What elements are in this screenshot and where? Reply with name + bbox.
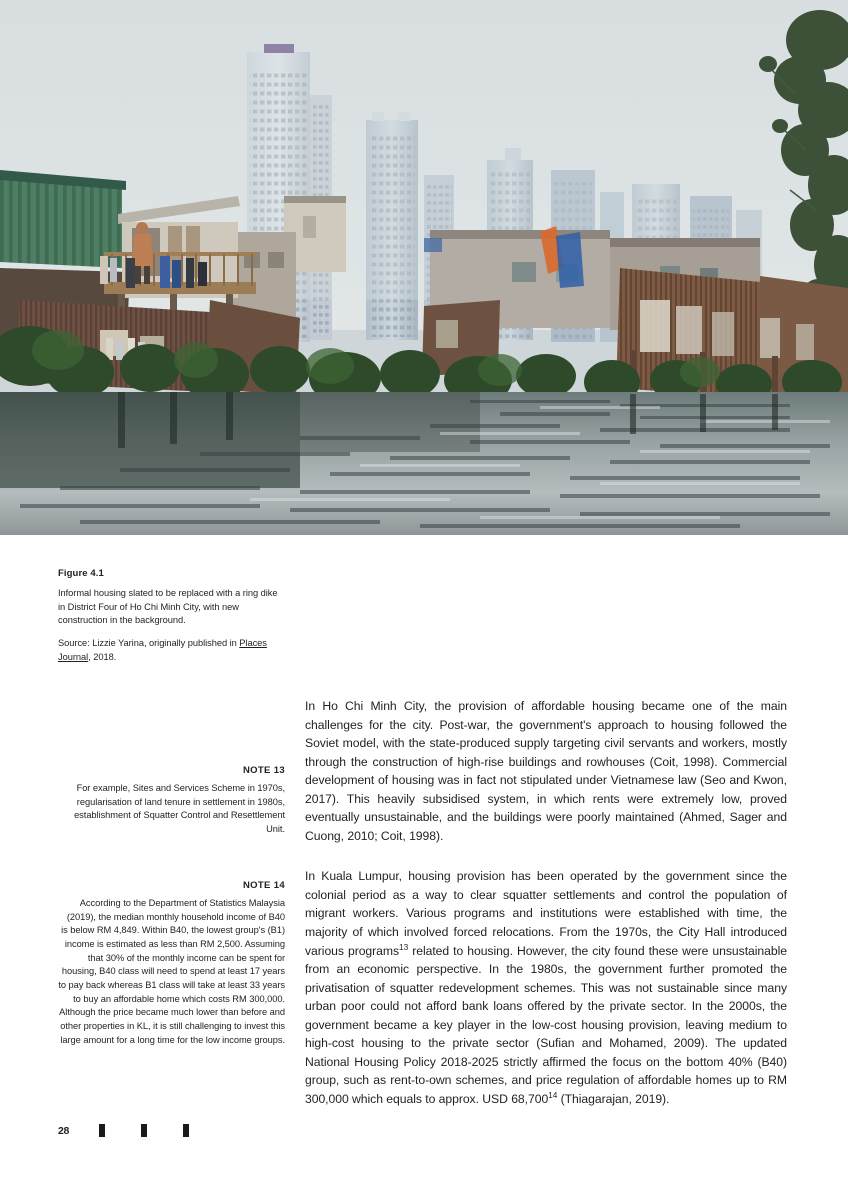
note-13-block: [58, 765, 285, 837]
figure-caption-text: Informal housing slated to be replaced with a ring dike in District Four of Ho Chi Minh City, with new construction in the background.: [58, 587, 278, 626]
note-14-label: NOTE 14: [242, 880, 285, 891]
paragraph-2-part-b: related to housing. However, the city found these were unsustainable from an economic perspective. In the 1980s, the government further promoted the privatisation of squatter redevelopment schemes. This was not sustainable since many urban poor could not afford bank loans offered by the private sector. In the 2000s, the government became a key player in the low-cost housing provision, leaving medium to high-cost housing to the private sector (Sufian and Mohamed, 2009). The updated National Housing Policy 2018-2025 strictly affirmed the focus on the bottom 40% (B40) group, such as rent-to-own schemes, and price regulation of affordable homes up to RM 300,000 which equals to approx. USD 68,700: [305, 943, 787, 1106]
footer-mark-1: [99, 1124, 105, 1137]
note-14-block: [58, 880, 285, 1047]
note-13-label: NOTE 13: [242, 765, 285, 776]
source-publication-link[interactable]: Places Journal: [58, 637, 267, 662]
footnote-ref-13[interactable]: 13: [399, 941, 409, 952]
note-13-text: For example, Sites and Services Scheme in 1970s, regularisation of land tenure in settlement in 1980s, establishment of Squatter Control and Resettlement Unit.: [74, 783, 285, 834]
figure-photograph: [0, 0, 848, 535]
page-number: 28: [58, 1124, 70, 1137]
body-paragraph-2: [305, 867, 787, 1108]
body-paragraph-1: In Ho Chi Minh City, the provision of affordable housing became one of the main challenges for the city. Post-war, the government's approach to housing followed the Soviet model, with the state-produced supply targeting civil servants and workers, mostly through the construction of high-rise buildings and rowhouses (Coit, 1998). Commercial development of housing was in fact not stipulated under Vietnamese law (Seo and Kwon, 2017). This heavily subsidised system, in which rents were extremely low, proved eventually unsustainable, and the buildings were poorly maintained (Ahmed, Sager and Cuong, 2010; Coit, 1998).: [305, 699, 787, 843]
figure-title: Figure 4.1: [58, 568, 104, 579]
source-prefix: Source: Lizzie Yarina, originally published in: [58, 637, 240, 648]
source-suffix: , 2018.: [88, 651, 117, 662]
paragraph-2-part-a: In Kuala Lumpur, housing provision has been operated by the government since the colonial period as a way to clear squatter settlements and control the population of migrant workers. Various programs and institutions were established with time, the majority of which involved forced relocations. From the 1970s, the City Hall introduced various programs: [305, 869, 787, 958]
paragraph-2-part-c: (Thiagarajan, 2019).: [557, 1091, 670, 1106]
figure-caption-block: [58, 568, 285, 664]
page-footer: [58, 1124, 189, 1137]
footer-mark-3: [183, 1124, 189, 1137]
figure-source: [58, 637, 285, 664]
footer-mark-2: [141, 1124, 147, 1137]
footnote-ref-14[interactable]: 14: [548, 1089, 558, 1100]
photo-illustration: [0, 0, 848, 535]
note-14-text: According to the Department of Statistics Malaysia (2019), the median monthly household income of B40 is below RM 4,849. Within B40, the lowest group's (B1) income is estimated as less than RM 2,500. Assuming that 30% of the monthly income can be spent for housing, B40 class will need to spend at least 17 years to pay back whereas B1 class will take at least 33 years to buy an affordable home which costs RM 300,000. Although the price became much lower than before and other properties in KL, it is still challenging to invest this large amount for a long time for the low income groups.: [58, 898, 285, 1045]
body-text-column: [305, 697, 787, 1108]
